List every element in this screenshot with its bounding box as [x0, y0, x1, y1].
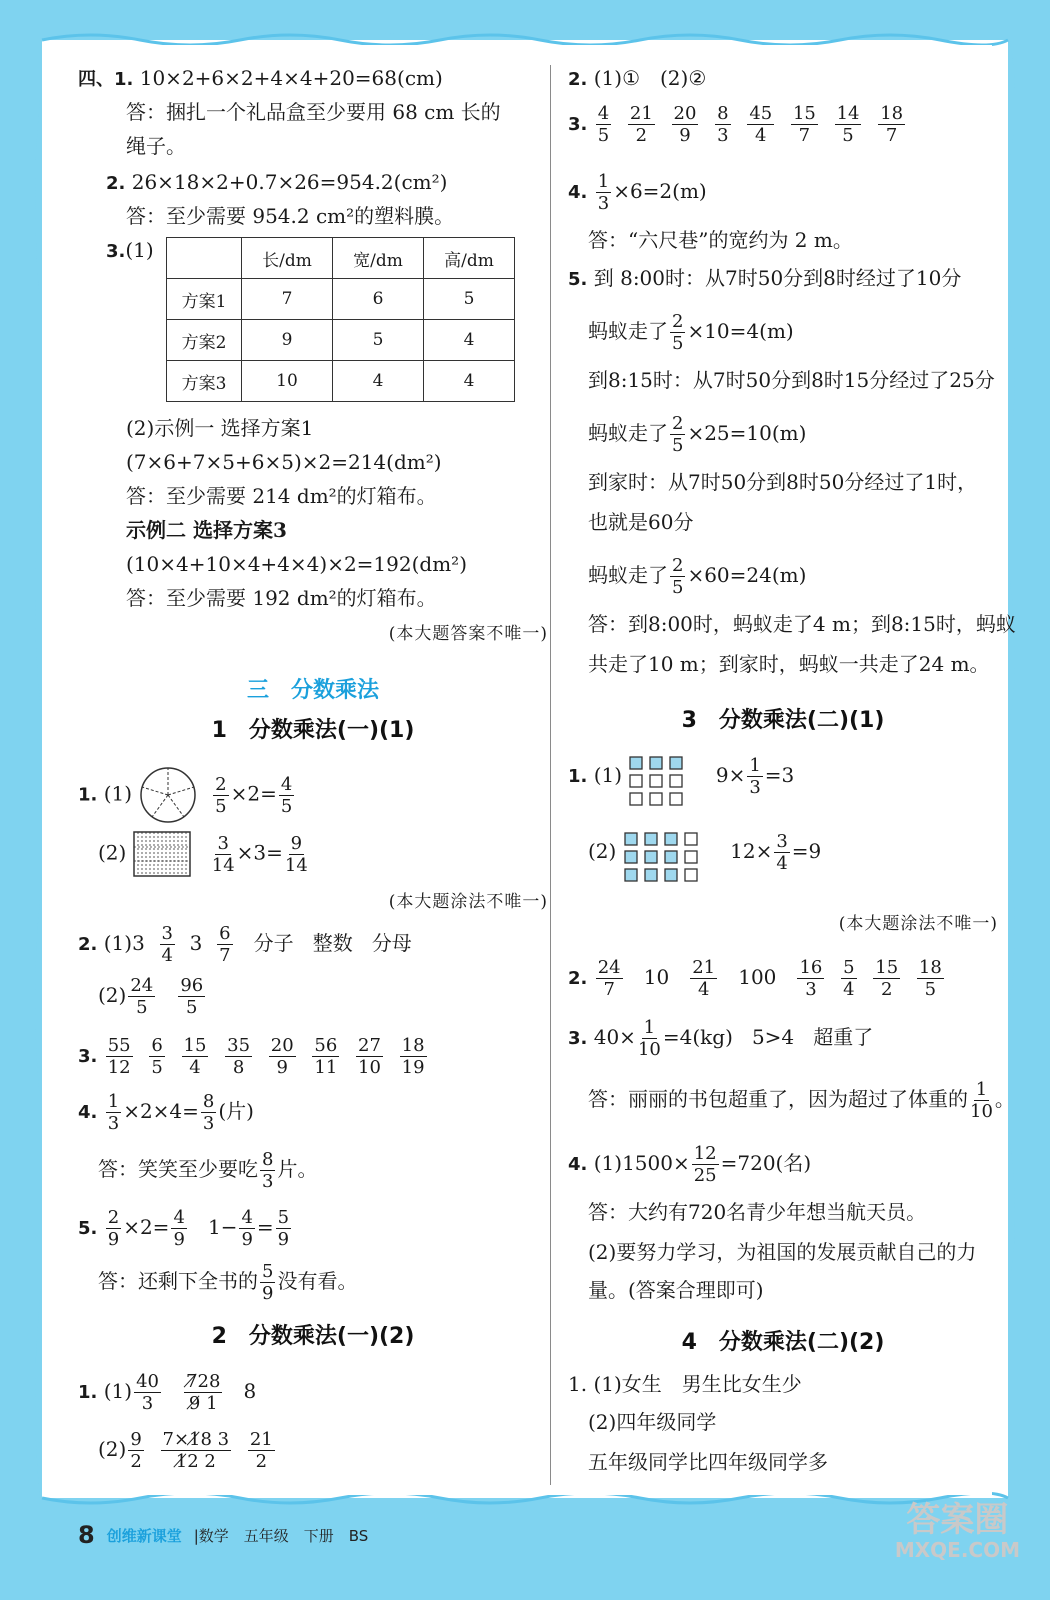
s4-q1-a: 1. (1)女生 男生比女生少 [568, 1372, 802, 1396]
example2-title: 示例二 选择方案3 [126, 518, 287, 542]
q4-1-calc: 四、1. 10×2+6×2+4×4+20=68(cm) [78, 66, 443, 90]
example1-answer: 答：至少需要 214 dm²的灯箱布。 [126, 484, 437, 508]
s1-q1-1: 1. (1) $\frac{2}{5}$ ×2= $\frac{4}{5}$ [78, 765, 296, 825]
table-cell: 5 [333, 320, 424, 361]
section2-title: 2 分数乘法(一)(2) [211, 1324, 415, 1349]
s1-q2-1: 2. (1)3 $\frac{3}{4}$ 3 $\frac{6}{7}$ 分子 整数 分母 [78, 923, 412, 966]
s1-q4-answer: 答：笑笑至少要吃 $\frac{8}{3}$ 片。 [98, 1149, 318, 1192]
section4-title: 4 分数乘法(二)(2) [681, 1330, 885, 1355]
note-coloring-not-unique: (本大题涂法不唯一) [838, 914, 998, 934]
page-footer [78, 1521, 368, 1549]
circle-fraction-icon [138, 765, 198, 825]
s3-q2: 2. $\frac{24}{7}$ 10 $\frac{21}{4}$ 100 $\frac{16}{3}$ $\frac{5}{4}$ $\frac{15}{2}$ $\frac{18}{5}$ [568, 957, 942, 1000]
q4-1-answer-cont: 绳子。 [126, 134, 186, 158]
r-q4: 4. $\frac{1}{3}$ ×6=2(m) [568, 171, 707, 214]
r-q2: 2. (1)① (2)② [568, 66, 707, 90]
table-header-row [167, 238, 515, 279]
table-cell: 4 [424, 361, 515, 402]
square-grid-icon [623, 831, 705, 883]
s3-q1-1: 1. (1) 9× $\frac{1}{3}$ =3 [568, 755, 794, 807]
square-grid-icon [628, 755, 690, 807]
s3-q4-2b: 量。(答案合理即可) [588, 1278, 764, 1302]
r-q5-g: 蚂蚁走了 $\frac{2}{5}$ ×60=24(m) [588, 555, 807, 598]
r-q5-b: 蚂蚁走了 $\frac{2}{5}$ ×10=4(m) [588, 311, 794, 354]
q4-2-answer: 答：至少需要 954.2 cm²的塑料膜。 [126, 204, 455, 228]
q4-3-label: 3.(1) [106, 238, 154, 262]
brand-name: 创维新课堂 [106, 1526, 182, 1545]
plan-table [166, 237, 515, 402]
column-divider [550, 65, 551, 1485]
s1-q4: 4. $\frac{1}{3}$ ×2×4= $\frac{8}{3}$ (片) [78, 1091, 254, 1134]
r-q5-e: 到家时：从7时50分到8时50分经过了1时， [588, 470, 978, 494]
table-row [167, 320, 515, 361]
answer-page [58, 45, 1016, 1495]
table-cell: 10 [242, 361, 333, 402]
r-q5-a: 5. 到 8:00时：从7时50分到8时经过了10分 [568, 266, 962, 290]
r-q5-c: 到8:15时：从7时50分到8时15分经过了25分 [588, 368, 995, 392]
s1-q2-2: (2) $\frac{24}{5}$ $\frac{96}{5}$ [98, 975, 204, 1018]
section1-title: 1 分数乘法(一)(1) [211, 718, 415, 743]
q4-2-calc: 2. 26×18×2+0.7×26=954.2(cm²) [106, 170, 448, 194]
table-cell: 方案1 [167, 279, 242, 320]
section3-title: 3 分数乘法(二)(1) [681, 708, 885, 733]
table-cell: 9 [242, 320, 333, 361]
r-q5-answer1: 答：到8:00时，蚂蚁走了4 m；到8:15时，蚂蚁 [588, 612, 1016, 636]
table-header-cell [167, 238, 242, 279]
s3-q3: 3. 40× $\frac{1}{10}$ =4(kg) 5>4 超重了 [568, 1017, 874, 1060]
table-cell: 方案2 [167, 320, 242, 361]
r-q5-answer2: 共走了10 m；到家时，蚂蚁一共走了24 m。 [588, 652, 990, 676]
page-number: 8 [78, 1521, 95, 1549]
table-cell: 4 [424, 320, 515, 361]
table-cell: 6 [333, 279, 424, 320]
table-header-cell: 宽/dm [333, 238, 424, 279]
note-answer-not-unique: (本大题答案不唯一) [388, 624, 548, 644]
s1-q1-2: (2) $\frac{3}{14}$ ×3= $\frac{9}{14}$ [98, 832, 308, 876]
example1-title: (2)示例一 选择方案1 [126, 416, 314, 440]
s1-q5-answer: 答：还剩下全书的 $\frac{5}{9}$ 没有看。 [98, 1261, 358, 1304]
s3-q4: 4. (1)1500× $\frac{12}{25}$ =720(名) [568, 1143, 812, 1186]
table-row [167, 361, 515, 402]
s4-q1-c: 五年级同学比四年级同学多 [588, 1450, 828, 1474]
s3-q4-2a: (2)要努力学习，为祖国的发展贡献自己的力 [588, 1240, 977, 1264]
table-header-cell: 长/dm [242, 238, 333, 279]
q4-1-answer: 答：捆扎一个礼品盒至少要用 68 cm 长的 [126, 100, 501, 124]
example2-answer: 答：至少需要 192 dm²的灯箱布。 [126, 586, 437, 610]
s2-q1-1: 1. (1) $\frac{40}{3}$ $\frac{7̸28}{9̸ 1}$ 8 [78, 1371, 257, 1414]
s3-q3-answer: 答：丽丽的书包超重了，因为超过了体重的 $\frac{1}{10}$ 。 [588, 1079, 1015, 1122]
grid-fraction-icon [133, 831, 191, 877]
table-header-cell: 高/dm [424, 238, 515, 279]
s3-q1-2: (2) 12× $\frac{3}{4}$ =9 [588, 831, 821, 883]
watermark-logo: 答案圈 MXQE.COM [894, 1500, 1020, 1562]
note-coloring-not-unique: (本大题涂法不唯一) [388, 892, 548, 912]
s2-q1-2: (2) $\frac{9}{2}$ $\frac{7\times 1̸8 3}{1̸2 2}$ $\frac{21}{2}$ [98, 1429, 273, 1472]
s1-q3: 3. $\frac{55}{12}$ $\frac{6}{5}$ $\frac{15}{4}$ $\frac{35}{8}$ $\frac{20}{9}$ $\frac{56}{11}$ $\frac{27}{10}$ $\frac{18}{19}$ [78, 1035, 425, 1078]
table-row [167, 279, 515, 320]
unit-title: 三 分数乘法 [246, 678, 379, 703]
book-info: |数学 五年级 下册 BS [193, 1526, 369, 1545]
s1-q5: 5. $\frac{2}{9}$ ×2= $\frac{4}{9}$ 1− $\frac{4}{9}$ = $\frac{5}{9}$ [78, 1207, 290, 1250]
s3-q4-answer: 答：大约有720名青少年想当航天员。 [588, 1200, 927, 1224]
r-q4-answer: 答：“六尺巷”的宽约为 2 m。 [588, 228, 853, 252]
table-cell: 7 [242, 279, 333, 320]
r-q5-d: 蚂蚁走了 $\frac{2}{5}$ ×25=10(m) [588, 413, 807, 456]
r-q5-f: 也就是60分 [588, 510, 694, 534]
example2-calc: (10×4+10×4+4×4)×2=192(dm²) [126, 552, 467, 576]
table-cell: 5 [424, 279, 515, 320]
table-cell: 方案3 [167, 361, 242, 402]
table-cell: 4 [333, 361, 424, 402]
r-q3: 3. $\frac{4}{5}$ $\frac{21}{2}$ $\frac{20}{9}$ $\frac{8}{3}$ $\frac{45}{4}$ $\frac{15}{7}$ $\frac{14}{5}$ $\frac{18}{7}$ [568, 103, 904, 146]
example1-calc: (7×6+7×5+6×5)×2=214(dm²) [126, 450, 442, 474]
s4-q1-b: (2)四年级同学 [588, 1410, 717, 1434]
